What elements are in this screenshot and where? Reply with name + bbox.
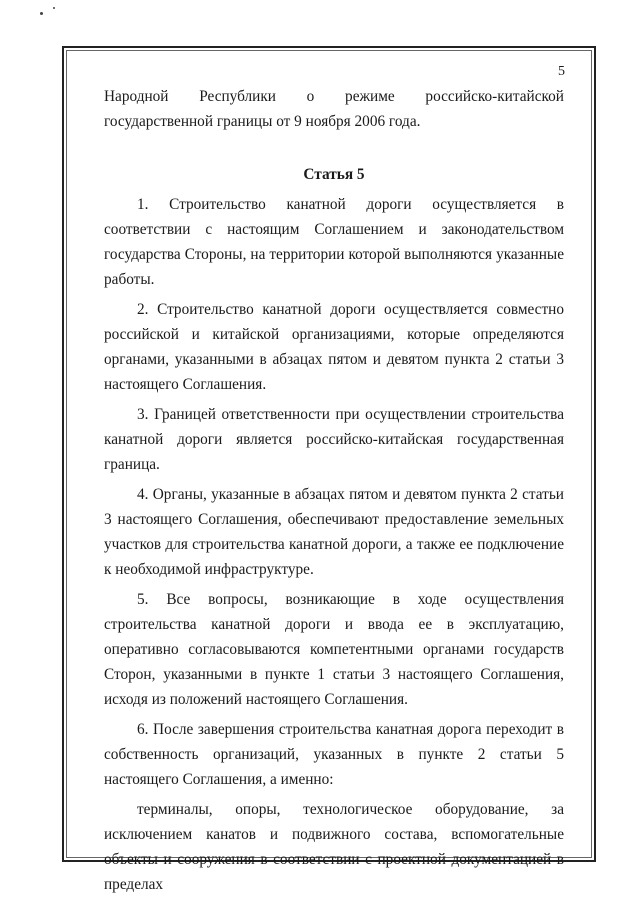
paragraph-3: 3. Границей ответственности при осуществлении строительства канатной дороги является российско-китайская государственная граница. xyxy=(104,406,564,473)
paragraph-5: 5. Все вопросы, возникающие в ходе осуществления строительства канатной дороги и ввода ее в эксплуатацию, оперативно согласовываются компетентными органами государств Сторон, указанными в пункте 1 статьи 3 настоящего Соглашения, исходя из положений настоящего Соглашения. xyxy=(104,591,564,708)
article-heading: Статья 5 xyxy=(303,166,365,183)
scan-speck xyxy=(40,12,43,15)
intro-text: Народной Республики о режиме российско-китайской государственной границы от 9 ноября 2006 года. xyxy=(104,88,564,130)
paragraph-6: 6. После завершения строительства канатная дорога переходит в собственность организаций, указанных в пункте 2 статьи 5 настоящего Соглашения, а именно: xyxy=(104,721,564,788)
document-body xyxy=(104,84,564,902)
paragraph-1: 1. Строительство канатной дороги осуществляется в соответствии с настоящим Соглашением и законодательством государства Стороны, на территории которой выполняются указанные работы. xyxy=(104,196,564,288)
paragraph-4: 4. Органы, указанные в абзацах пятом и девятом пункта 2 статьи 3 настоящего Соглашения, обеспечивают предоставление земельных участков для строительства канатной дороги, а также ее подключение к необходимой инфраструктуре. xyxy=(104,486,564,578)
paragraph-2: 2. Строительство канатной дороги осуществляется совместно российской и китайской организациями, которые определяются органами, указанными в абзацах пятом и девятом пункта 2 статьи 3 настоящего Соглашения. xyxy=(104,301,564,393)
paragraph-6-list: терминалы, опоры, технологическое оборудование, за исключением канатов и подвижного состава, вспомогательные объекты и сооружения в соответствии с проектной документацией в пределах xyxy=(104,801,564,893)
page-number: 5 xyxy=(558,64,565,79)
scan-speck xyxy=(53,7,55,9)
